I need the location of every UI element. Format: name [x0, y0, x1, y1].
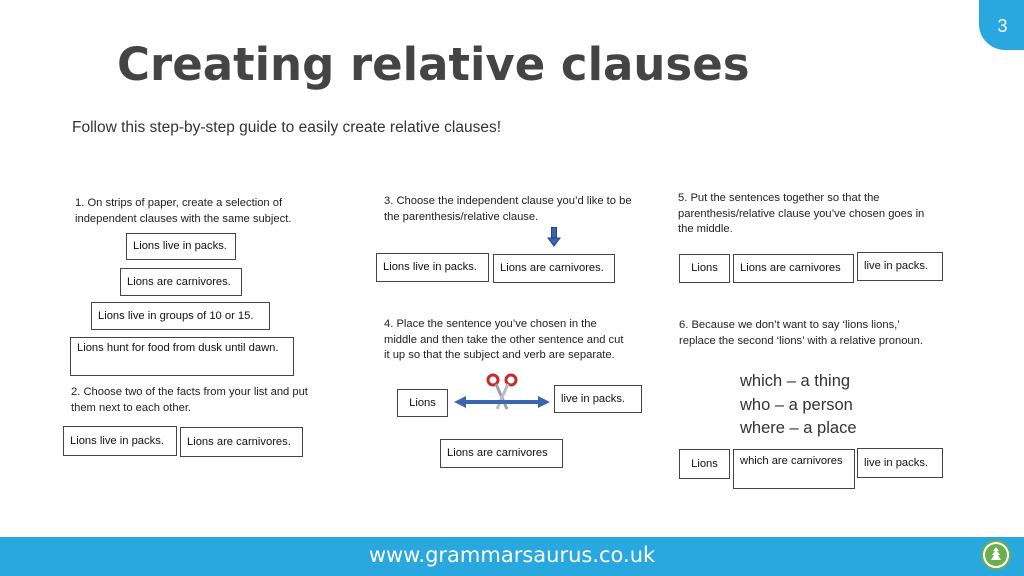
step-3-text: 3. Choose the independent clause you’d like to be the parenthesis/relative clause.: [384, 195, 632, 223]
arrow-down-icon: [547, 227, 561, 247]
step-4-text: 4. Place the sentence you’ve chosen in the middle and then take the other sentence and cut it up so that the subject and verb are separate.: [384, 318, 624, 361]
pronoun-where: where – a place: [740, 419, 857, 437]
footer-url-link[interactable]: www.grammarsaurus.co.uk: [368, 543, 656, 567]
relative-pronoun-list: [740, 370, 857, 441]
step-1-card: Lions hunt for food from dusk until dawn.: [70, 337, 294, 376]
double-arrow-icon: [454, 395, 550, 409]
step-5-card: Lions: [679, 254, 730, 283]
step-2-card: Lions are carnivores.: [180, 427, 303, 457]
pronoun-who: who – a person: [740, 395, 853, 414]
step-3-card: Lions are carnivores.: [493, 254, 615, 283]
step-6-text: 6. Because we don’t want to say ‘lions lions,’ replace the second ‘lions’ with a relative pronoun.: [679, 319, 923, 347]
grammarsaurus-logo-icon: [981, 540, 1011, 570]
step-5-card: Lions are carnivores: [733, 254, 854, 283]
page-title: Creating relative clauses: [117, 38, 750, 91]
page-number-badge: 3: [979, 0, 1024, 50]
step-4-card: Lions: [397, 389, 448, 417]
step-6-card: live in packs.: [857, 448, 943, 478]
page-subtitle: Follow this step-by-step guide to easily create relative clauses!: [72, 119, 502, 136]
step-5-card: live in packs.: [857, 252, 943, 281]
step-4-card: live in packs.: [554, 385, 642, 413]
step-4-card: Lions are carnivores: [440, 439, 563, 468]
step-3-card: Lions live in packs.: [376, 253, 489, 282]
step-1-text: 1. On strips of paper, create a selection of independent clauses with the same subject.: [75, 197, 292, 225]
step-2-card: Lions live in packs.: [63, 426, 177, 456]
step-2-text: 2. Choose two of the facts from your list and put them next to each other.: [71, 386, 308, 414]
step-5-text: 5. Put the sentences together so that the parenthesis/relative clause you’ve chosen goes in the middle.: [678, 192, 925, 235]
step-1-card: Lions are carnivores.: [120, 268, 242, 296]
step-1-card: Lions live in groups of 10 or 15.: [91, 302, 270, 330]
step-1-card: Lions live in packs.: [126, 233, 236, 260]
step-6-card: which are carnivores: [733, 449, 855, 489]
pronoun-which: which – a thing: [740, 372, 851, 390]
step-6-card: Lions: [679, 449, 730, 479]
